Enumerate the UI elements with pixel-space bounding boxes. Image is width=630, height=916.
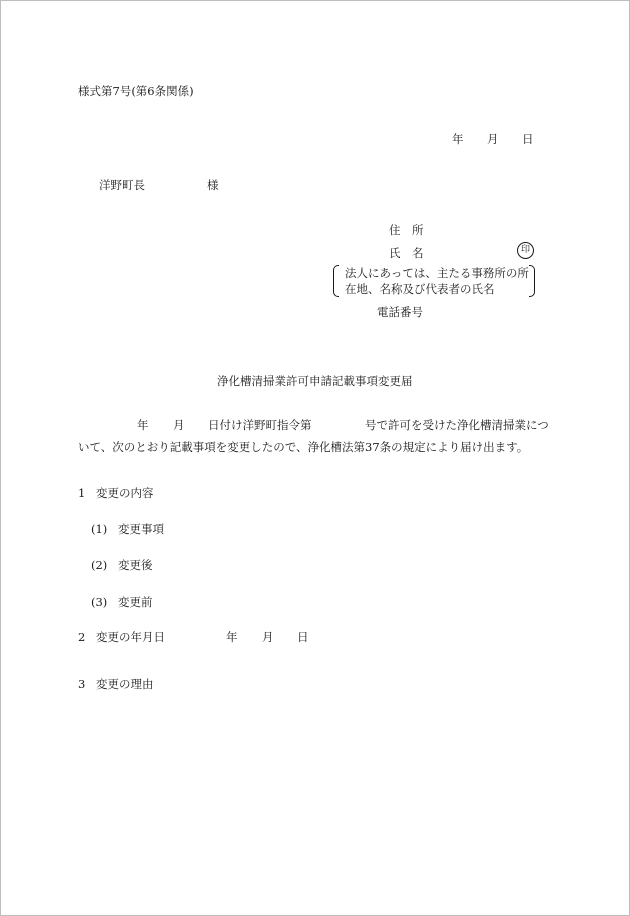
body-month-label: 月 [173,418,185,432]
corporate-note-line1: 法人にあっては、主たる事務所の所 [345,266,529,280]
section1-item1-label: 変更事項 [118,522,164,536]
body-year-label: 年 [137,418,149,432]
section1-label: 変更の内容 [96,486,154,500]
name-label: 氏 名 [389,246,424,260]
section2-day-label: 日 [297,630,309,644]
addressee-name: 洋野町長 [99,178,145,192]
section3-number: 3 [78,677,86,691]
body-line2: いて、次のとおり記載事項を変更したので、浄化槽法第37条の規定により届け出ます。 [78,440,529,454]
section1-item1-number: (1) [91,522,108,536]
document-title: 浄化槽清掃業許可申請記載事項変更届 [217,374,413,388]
section1-item2-number: (2) [91,558,108,572]
section2-month-label: 月 [262,630,274,644]
address-label: 住 所 [389,223,424,237]
date-year-label: 年 [452,132,464,146]
body-permit-text: 号で許可を受けた浄化槽清掃業につ [365,418,549,432]
date-month-label: 月 [487,132,499,146]
seal-mark: 印 [517,242,534,259]
date-day-label: 日 [522,132,534,146]
left-bracket [333,265,339,297]
section1-item3-label: 変更前 [118,595,153,609]
section1-number: 1 [78,486,86,500]
phone-label: 電話番号 [377,305,423,319]
form-number: 様式第7号(第6条関係) [78,84,194,98]
section1-item3-number: (3) [91,595,108,609]
corporate-note-line2: 在地、名称及び代表者の氏名 [345,282,495,296]
section2-year-label: 年 [226,630,238,644]
addressee-honorific: 様 [207,178,219,192]
section1-item2-label: 変更後 [118,558,153,572]
body-date-prefix: 日付け洋野町指令第 [208,418,312,432]
section2-number: 2 [78,630,86,644]
right-bracket [529,265,535,297]
section3-label: 変更の理由 [96,677,154,691]
section2-label: 変更の年月日 [96,630,165,644]
